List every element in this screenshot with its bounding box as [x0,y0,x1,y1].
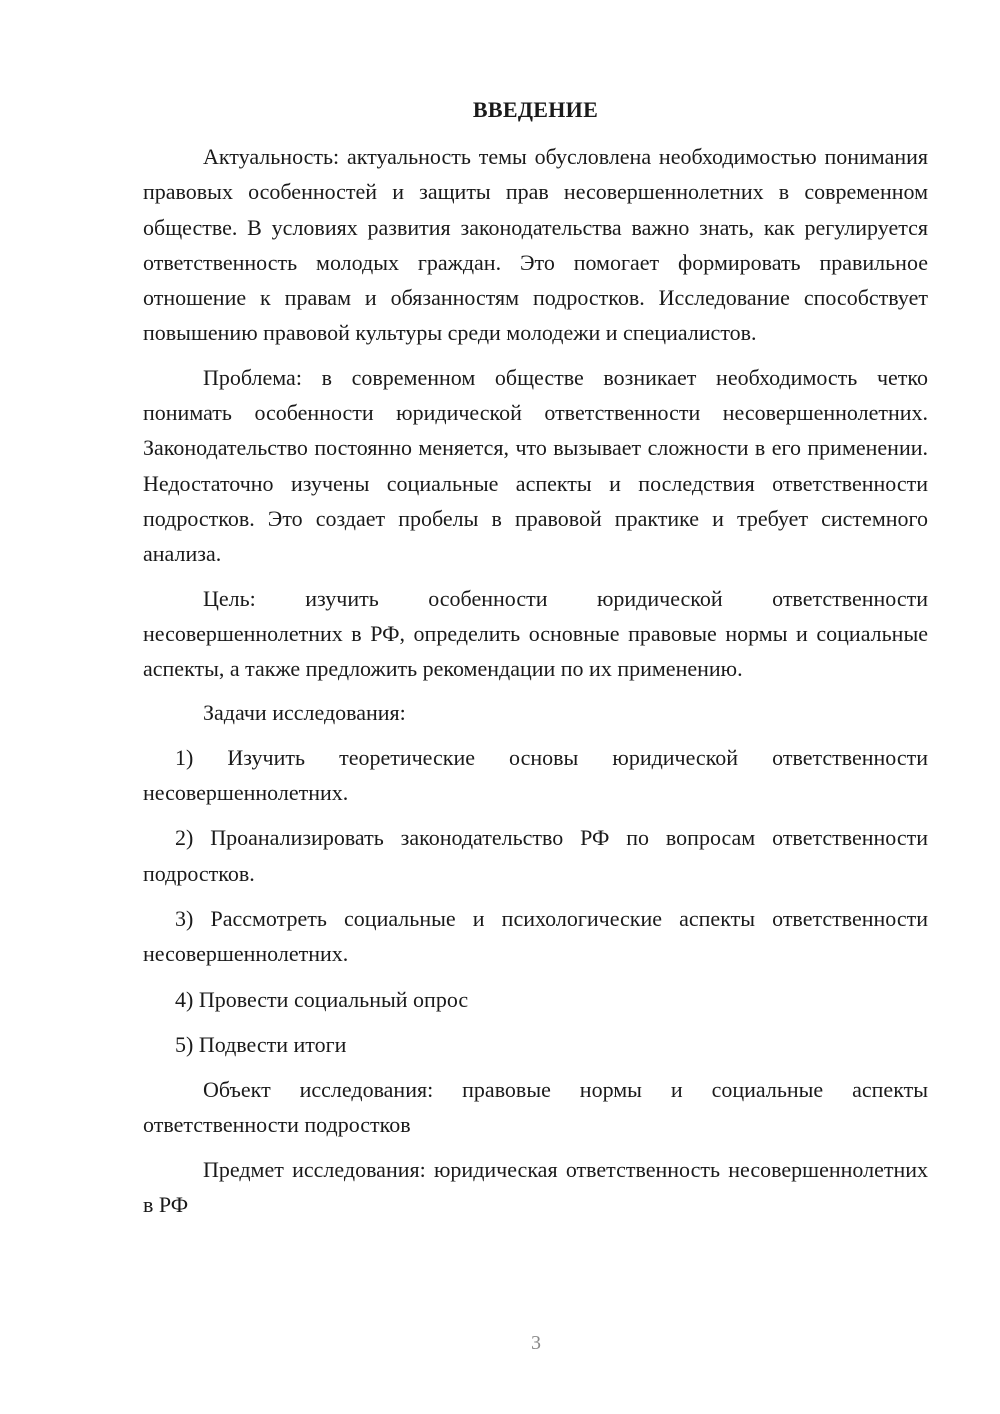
paragraph-problem: Проблема: в современном обществе возникает необходимость четко понимать особенности юридической ответственности несовершеннолетних. Законодательство постоянно меняется, что вызывает сложности в его применении. Недостаточно изучены социальные аспекты и последствия ответственности подростков. Это создает пробелы в правовой практике и требует системного анализа. [143,364,928,567]
paragraph-subject: Предмет исследования: юридическая ответственность несовершеннолетних в РФ [143,1156,928,1218]
list-item: 2) Проанализировать законодательство РФ по вопросам ответственности подростков. [143,825,928,886]
paragraph-goal: Цель: изучить особенности юридической ответственности несовершеннолетних в РФ, определить основные правовые нормы и социальные аспекты, а также предложить рекомендации по их применению. [143,585,928,682]
list-item: 4) Провести социальный опрос [175,986,469,1012]
tasks-list [143,740,928,1062]
list-item: 3) Рассмотреть социальные и психологические аспекты ответственности несовершеннолетних. [143,905,928,967]
document-page [143,95,928,1231]
paragraph-object: Объект исследования: правовые нормы и социальные аспекты ответственности подростков [143,1077,928,1138]
tasks-heading: Задачи исследования: [203,700,406,726]
list-item: 5) Подвести итоги [175,1031,347,1057]
page-title: ВВЕДЕНИЕ [472,97,599,122]
list-item: 1) Изучить теоретические основы юридической ответственности несовершеннолетних. [143,744,928,806]
paragraph-relevance: Актуальность: актуальность темы обусловлена необходимостью понимания правовых особенностей и защиты прав несовершеннолетних в современном обществе. В условиях развития законодательства важно знать, как регулируется ответственность молодых граждан. Это помогает формировать правильное отношение к правам и обязанностям подростков. Исследование способствует повышению правовой культуры среди молодежи и специалистов. [143,144,928,346]
page-number: 3 [531,1332,541,1354]
